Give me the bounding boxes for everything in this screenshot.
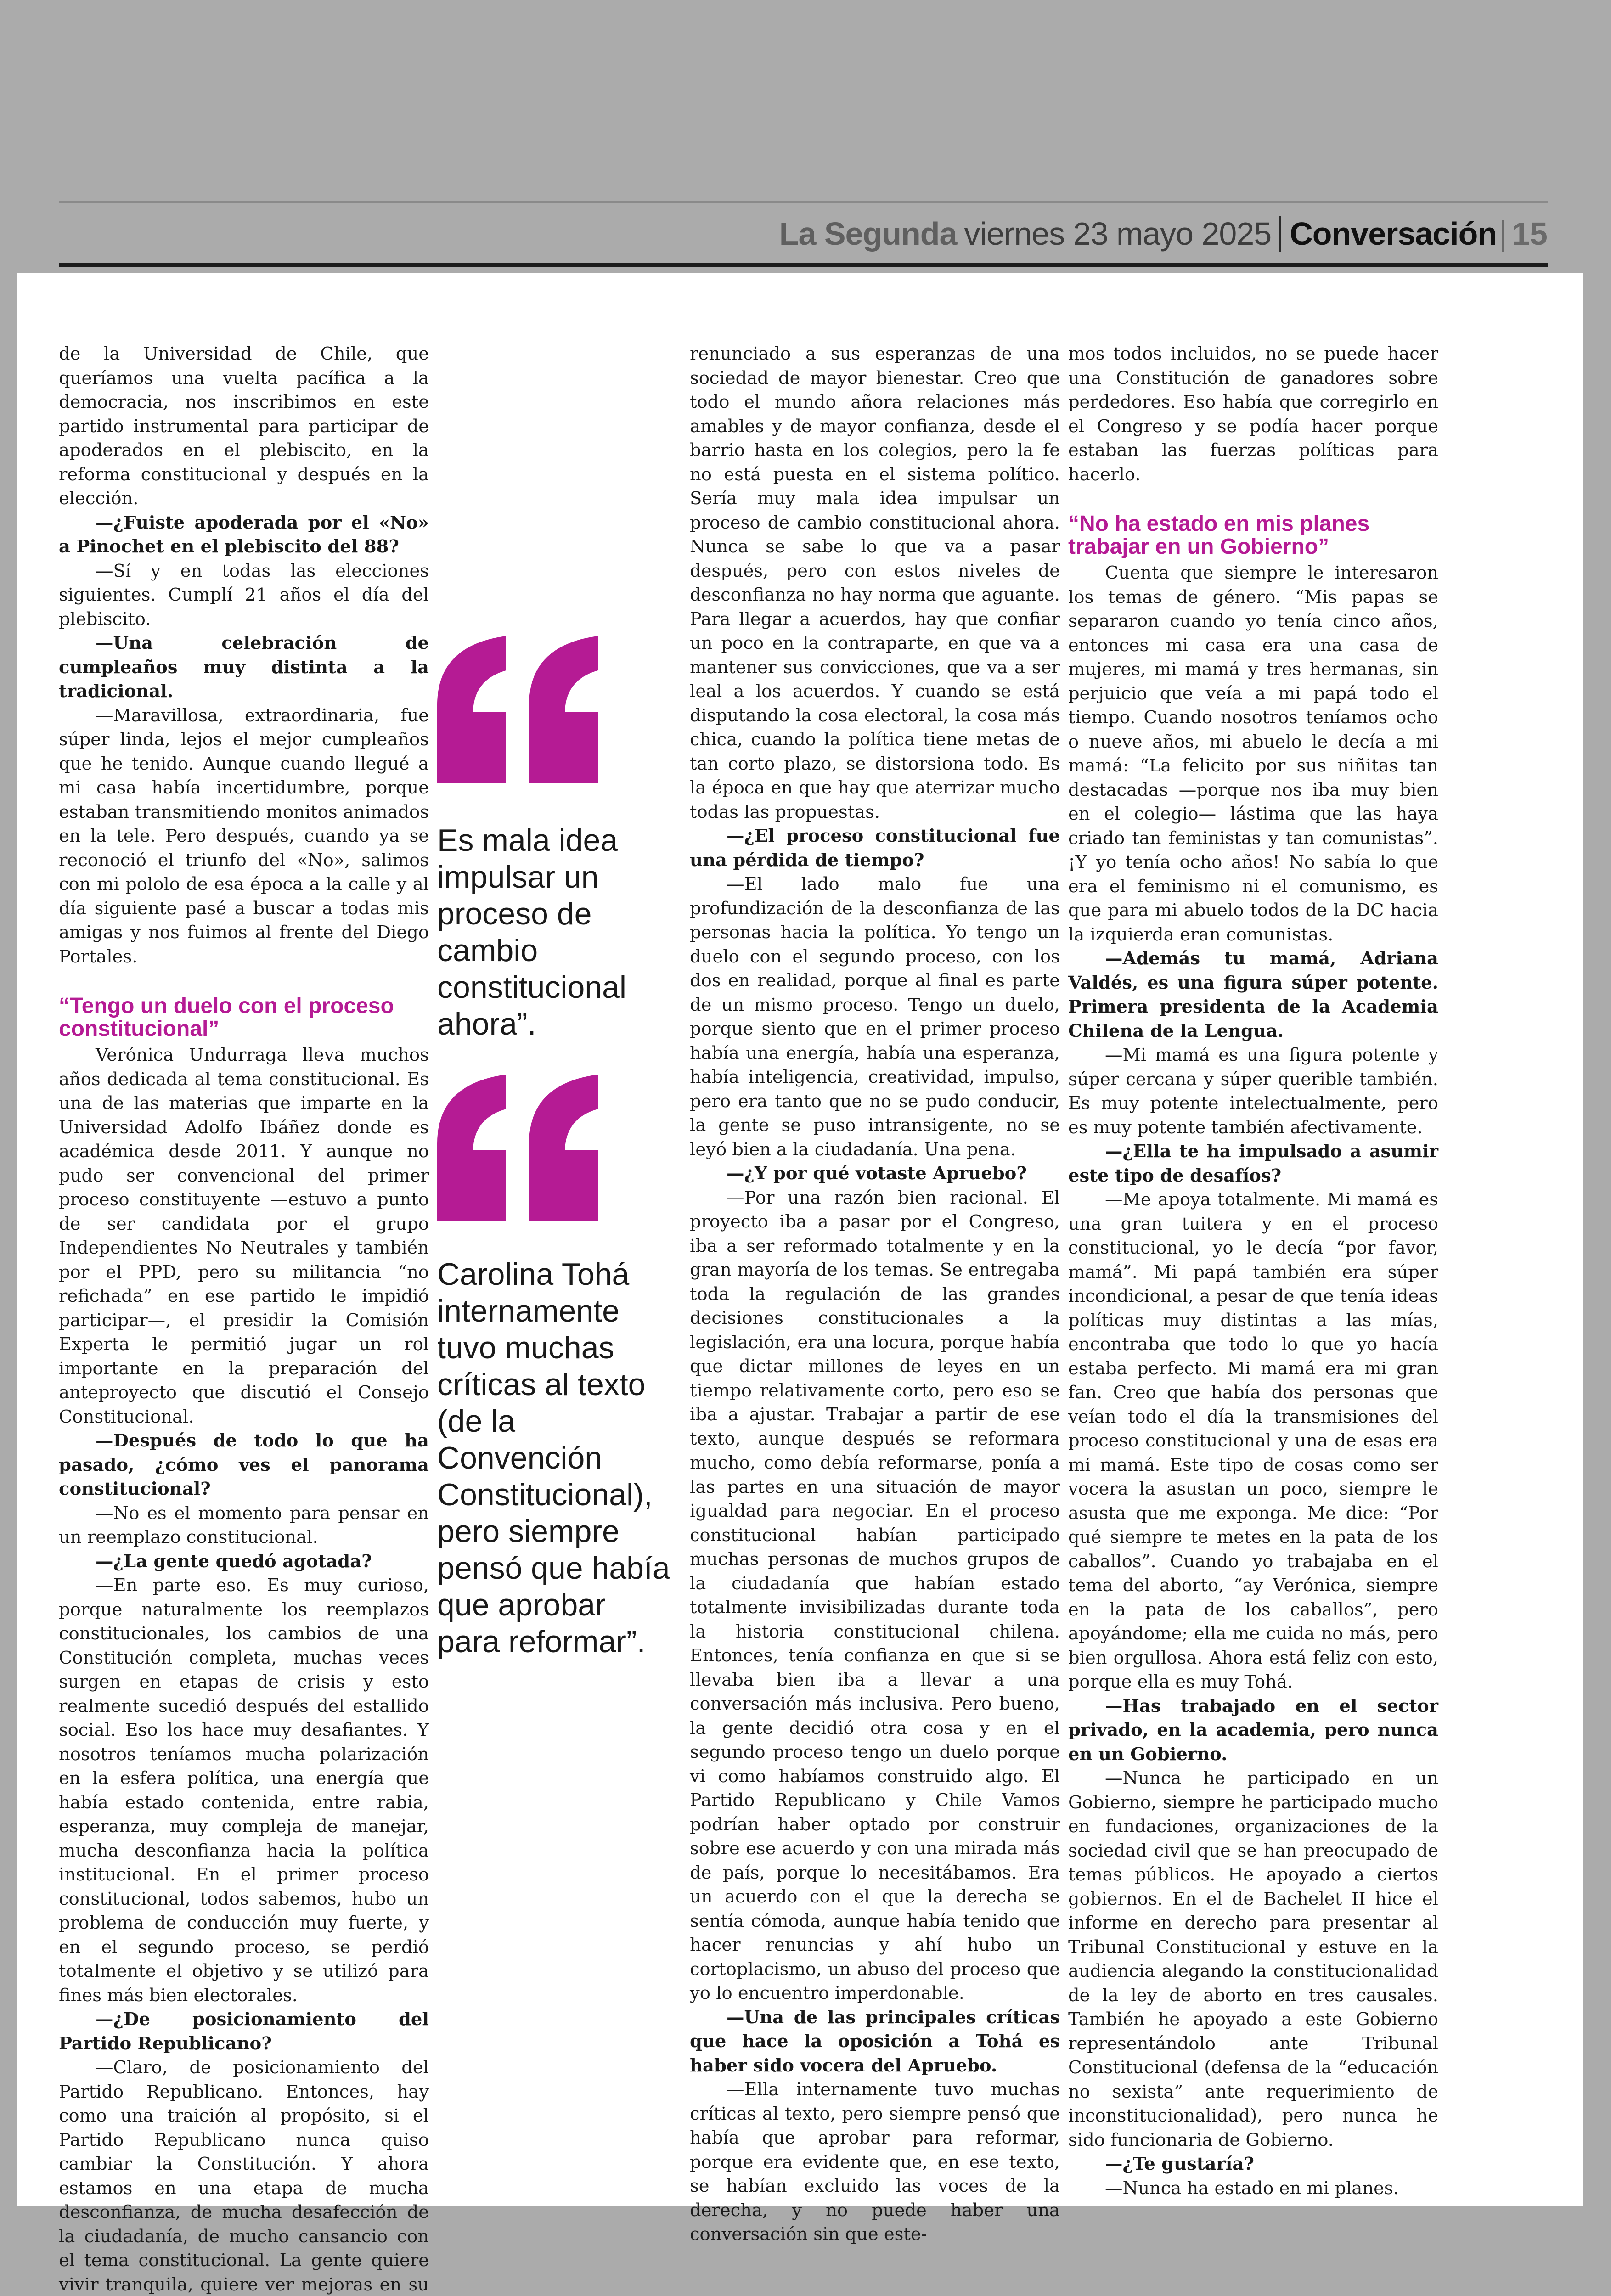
quote-open-icon bbox=[437, 1075, 603, 1221]
paragraph: Verónica Undurraga lleva muchos años dedicada al tema constitucional. Es una de las materias que imparte en la Universidad Adolfo Ibáñez donde es académica desde 2011. Y aunque no pudo ser convencional del primer proceso constituyente —estuvo a punto de ser candidata por el grupo Independientes No Neutrales y también por el PPD, pero su militancia “no refichada” en ese partido le impidió participar—, el presidir la Comisión Experta le permitió jugar un rol importante en la preparación del anteproyecto que discutió el Consejo Constitucional. bbox=[59, 1045, 429, 1427]
subheading: “No ha estado en mis planes trabajar en un Gobierno” bbox=[1068, 512, 1370, 559]
interview-question: —¿Y por qué votaste Apruebo? bbox=[727, 1163, 1027, 1184]
page-divider bbox=[1502, 220, 1504, 252]
pull-quote-2: Carolina Tohá internamente tuvo muchas críticas al texto (de la Convención Constitucional), pero siempre pensó que había que aprobar para reformar”. bbox=[437, 1257, 670, 1659]
section-name: Conversación bbox=[1290, 216, 1497, 252]
paragraph: Cuenta que siempre le interesaron los temas de género. “Mis papas se separaron cuando yo tenía cinco años, entonces mi casa era una casa de mujeres, mi mamá y tres hermanas, sin perjuicio que veía a mi papá todo el tiempo. Cuando nosotros teníamos ocho o nueve años, mi abuelo le decía a mi mamá: “La felicito por sus niñitas tan destacadas —porque nos iba muy bien en el colegio— lástima que las haya criado tan feministas y tan comunistas”. ¡Y yo tenía ocho años! No sabía lo que era el feminismo ni el comunismo, es que para mi abuelo todos de la DC hacia la izquierda eran comunistas. bbox=[1068, 563, 1438, 945]
article-column-3 bbox=[690, 342, 1060, 2247]
header-row bbox=[779, 215, 1548, 252]
article-column-4 bbox=[1068, 342, 1438, 2200]
interview-question: —Después de todo lo que ha pasado, ¿cómo ves el panorama constitucional? bbox=[59, 1430, 429, 1499]
paragraph: —Me apoya totalmente. Mi mamá es una gran tuitera y en el proceso constitucional, yo le decía “por favor, mamá”. Mi papá también era súper incondicional, a pesar de que tenía ideas políticas muy distintas a las mías, encontraba que todo lo que yo hacía estaba perfecto. Mi mamá era mi gran fan. Creo que había dos personas que veían todo el día la transmisiones del proceso constitucional y una de esas era mi mamá. Este tipo de cosas como ser vocera la asustan un poco, siempre le asusta que me exponga. Me dice: “Por qué siempre te metes en la pata de los caballos”. Cuando yo trabajaba en el tema del aborto, “ay Verónica, siempre en la pata de los caballos”, pero apoyándome; ella me cuida no más, pero bien orgullosa. Ahora está feliz con esto, porque ella es muy Tohá. bbox=[1068, 1189, 1438, 1692]
interview-question: —Has trabajado en el sector privado, en la academia, pero nunca en un Gobierno. bbox=[1068, 1695, 1438, 1765]
paragraph: —El lado malo fue una profundización de la desconfianza de las personas hacia la política. Yo tengo un duelo con el segundo proceso, con los dos en realidad, porque al final es parte de un mismo proceso. Tengo un duelo, porque siento que en el primer proceso había una energía, había una esperanza, había inteligencia, creatividad, impulso, pero era tanto que no se pudo conducir, la gente se puso intransigente, no se leyó bien a la ciudadanía. Una pena. bbox=[690, 874, 1060, 1160]
article-page bbox=[17, 273, 1583, 2295]
interview-question: —Además tu mamá, Adriana Valdés, es una figura súper potente. Primera presidenta de la Academia Chilena de la Lengua. bbox=[1068, 948, 1438, 1041]
paragraph: —Claro, de posicionamiento del Partido Republicano. Entonces, hay como una traición al propósito, si el Partido Republicano nunca quiso cambiar la Constitución. Y ahora estamos en una etapa de mucha desconfianza, de mucha desafección de la ciudadanía, de mucho cansancio con el tema constitucional. La gente quiere vivir tranquila, quiere ver mejoras en su bbox=[59, 2057, 429, 2295]
paragraph: —Ella internamente tuvo muchas críticas al texto, pero siempre pensó que había que aprobar para reformar, porque era evidente que, en ese texto, se habían excluido las voces de la derecha, y no puede haber una conversación sin que este- bbox=[690, 2079, 1060, 2245]
paragraph: —Nunca he participado en un Gobierno, siempre he participado mucho en fundaciones, organizaciones de la sociedad civil que se han preocupado de temas públicos. He apoyado a ciertos gobiernos. En el de Bachelet II hice el informe en derecho para presentar al Tribunal Constitucional y estuve en la audiencia alegando la constitucionalidad de la ley de aborto en tres causales. También he apoyado a este Gobierno representándolo ante Tribunal Constitucional (defensa de la “educación no sexista” ante requerimiento de inconstitucionalidad), pero nunca he sido funcionaria de Gobierno. bbox=[1068, 1768, 1438, 2150]
issue-date: viernes 23 mayo 2025 bbox=[964, 216, 1272, 252]
interview-question: —Una de las principales críticas que hace la oposición a Tohá es haber sido vocera del Apruebo. bbox=[690, 2007, 1060, 2076]
paragraph: —No es el momento para pensar en un reemplazo constitucional. bbox=[59, 1503, 429, 1548]
interview-question: —¿Ella te ha impulsado a asumir este tipo de desafíos? bbox=[1068, 1141, 1438, 1186]
interview-question: —¿Fuiste apoderada por el «No» a Pinochet en el plebiscito del 88? bbox=[59, 512, 429, 557]
paragraph: —Sí y en todas las elecciones siguientes. Cumplí 21 años el día del plebiscito. bbox=[59, 560, 429, 630]
header-divider bbox=[1279, 216, 1281, 252]
paragraph: —Nunca ha estado en mi planes. bbox=[1105, 2178, 1399, 2199]
pull-quote-1: Es mala idea impulsar un proceso de cambio constitucional ahora”. bbox=[437, 823, 627, 1041]
interview-question: —¿Te gustaría? bbox=[1105, 2154, 1254, 2174]
interview-question: —¿La gente quedó agotada? bbox=[96, 1551, 372, 1572]
quote-open-icon bbox=[437, 636, 603, 783]
paragraph: —En parte eso. Es muy curioso, porque naturalmente los reemplazos constitucionales, los cambios de una Constitución completa, muchas veces surgen en etapas de crisis y esto realmente sucedió después del estallido social. Eso los hace muy desafiantes. Y nosotros teníamos mucha polarización en la esfera política, una energía que había estado contenida, entre rabia, esperanza, muy compleja de manejar, mucha desconfianza hacia la política institucional. En el primer proceso constitucional, todos sabemos, hubo un problema de conducción muy fuerte, y en el segundo proceso, se perdió totalmente el objetivo y se utilizó para fines más bien electorales. bbox=[59, 1575, 429, 2006]
paragraph: —Por una razón bien racional. El proyecto iba a pasar por el Congreso, iba a ser reformado totalmente y en la gran mayoría de los temas. Se entregaba toda la regulación de las grandes decisiones constitucionales a la legislación, era una locura, porque había que dictar millones de leyes en un tiempo relativamente corto, pero eso se iba a ajustar. Trabajar a partir de ese texto, aunque después se reformara mucho, como debía reformarse, ponía a las partes en una situación de mayor igualdad para negociar. En el proceso constitucional habían participado muchas personas de muchos grupos de la ciudadanía que habían estado totalmente invisibilizadas durante toda la historia constitucional chilena. Entonces, tenía confianza en que si se llevaba bien iba a llevar a una conversación más inclusiva. Pero bueno, la gente decidió otra cosa y en el segundo proceso tengo un duelo porque vi como habíamos construido algo. El Partido Republicano y Chile Vamos podrían haber optado por construir sobre ese acuerdo y con una mirada más de país, porque lo necesitábamos. Era un acuerdo con el que la derecha se sentía cómoda, aunque había tenido que hacer renuncias y ahí hubo un cortoplacismo, un abuso del proceso que yo lo encuentro imperdonable. bbox=[690, 1187, 1060, 2003]
paragraph: —Mi mamá es una figura potente y súper cercana y súper querible también. Es muy potente intelectualmente, pero es muy potente también afectivamente. bbox=[1068, 1045, 1438, 1138]
article-column-1 bbox=[59, 342, 429, 2296]
page-number: 15 bbox=[1512, 216, 1548, 252]
interview-question: —Una celebración de cumpleaños muy distinta a la tradicional. bbox=[59, 633, 429, 702]
paragraph: —Maravillosa, extraordinaria, fue súper linda, lejos el mejor cumpleaños que he tenido. Aunque cuando llegué a mi casa había incertidumbre, porque estaban transmitiendo monitos animados en la tele. Pero después, cuando ya se reconoció el triunfo del «No», salimos con mi pololo de esa época a la calle y al día siguiente pasé a buscar a todas mis amigas y nos fuimos al frente del Diego Portales. bbox=[59, 705, 429, 967]
page-header bbox=[59, 201, 1548, 267]
paragraph: mos todos incluidos, no se puede hacer una Constitución de ganadores sobre perdedores. Eso había que corregirlo en el Congreso y se podía hacer porque estaban las fuerzas políticas para hacerlo. bbox=[1068, 343, 1438, 485]
subheading: “Tengo un duelo con el proceso constitucional” bbox=[59, 994, 394, 1041]
interview-question: —¿El proceso constitucional fue una pérdida de tiempo? bbox=[690, 826, 1060, 871]
interview-question: —¿De posicionamiento del Partido Republicano? bbox=[59, 2009, 429, 2054]
paragraph: de la Universidad de Chile, que queríamos una vuelta pacífica a la democracia, nos inscribimos en este partido instrumental para participar de apoderados en el plebiscito, en la reforma constitucional y después en la elección. bbox=[59, 343, 429, 509]
paragraph: renunciado a sus esperanzas de una sociedad de mayor bienestar. Creo que todo el mundo añora relaciones más amables y de mayor confianza, desde el barrio hasta en los colegios, pero la fe no está puesta en el sistema político. Sería muy mala idea impulsar un proceso de cambio constitucional ahora. Nunca se sabe lo que va a pasar después, pero con estos niveles de desconfianza no hay norma que aguante. Para llegar a acuerdos, hay que confiar un poco en la contraparte, en que va a mantener sus convicciones, que va a ser leal a los acuerdos. Y cuando se está disputando la cosa electoral, la cosa más chica, cuando la política tiene metas de tan corto plazo, se distorsiona todo. Es la época en que hay que aterrizar mucho todas las propuestas. bbox=[690, 343, 1060, 822]
publication-name: La Segunda bbox=[779, 216, 957, 252]
